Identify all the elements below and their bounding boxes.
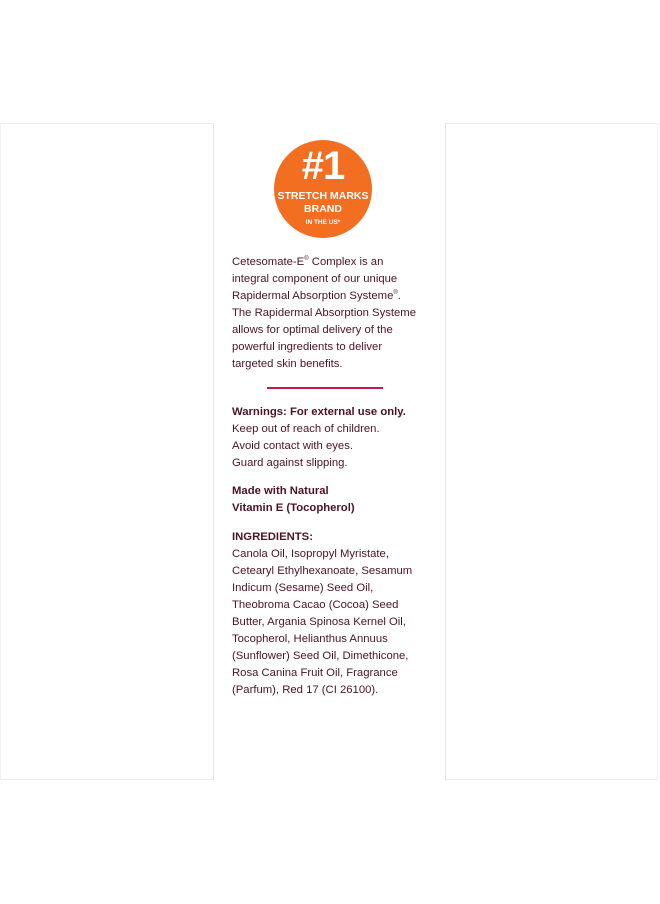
intro-line: powerful ingredients to deliver: [232, 341, 383, 353]
intro-paragraph: [232, 254, 432, 373]
natural-line: Made with Natural: [232, 485, 329, 497]
natural-vitamin-e-note: [232, 483, 432, 517]
warnings-heading: Warnings: For external use only.: [232, 406, 406, 418]
intro-line: integral component of our unique: [232, 273, 398, 285]
ingredient-line: Rosa Canina Fruit Oil, Fragrance: [232, 667, 398, 679]
ingredient-line: Tocopherol, Helianthus Annuus: [232, 633, 388, 645]
badge-number: #1: [301, 144, 345, 188]
warning-line: Avoid contact with eyes.: [232, 440, 353, 452]
warning-line: Guard against slipping.: [232, 457, 348, 469]
warning-line: Keep out of reach of children.: [232, 423, 380, 435]
badge-line-stretch-marks: STRETCH MARKS: [277, 190, 369, 202]
ingredients-heading: INGREDIENTS:: [232, 531, 313, 543]
ingredients-section: [232, 529, 432, 699]
section-divider: [267, 387, 383, 389]
badge-line-in-the-us: IN THE US*: [305, 219, 341, 226]
intro-line: Rapidermal Absorption Systeme®.: [232, 290, 401, 302]
intro-line: allows for optimal delivery of the: [232, 324, 393, 336]
number-one-brand-badge: [274, 140, 372, 238]
ingredient-line: Canola Oil, Isopropyl Myristate,: [232, 548, 389, 560]
badge-line-brand: BRAND: [304, 203, 342, 215]
natural-line: Vitamin E (Tocopherol): [232, 502, 355, 514]
intro-line: The Rapidermal Absorption Systeme: [232, 307, 416, 319]
product-label-panel: [213, 123, 446, 780]
ingredient-line: (Parfum), Red 17 (CI 26100).: [232, 684, 379, 696]
ingredient-line: (Sunflower) Seed Oil, Dimethicone,: [232, 650, 409, 662]
intro-line: targeted skin benefits.: [232, 358, 343, 370]
ingredient-line: Theobroma Cacao (Cocoa) Seed: [232, 599, 399, 611]
intro-line: Cetesomate-E® Complex is an: [232, 256, 384, 268]
ingredient-line: Butter, Argania Spinosa Kernel Oil,: [232, 616, 406, 628]
ingredient-line: Indicum (Sesame) Seed Oil,: [232, 582, 374, 594]
warnings-section: [232, 404, 432, 472]
ingredient-line: Cetearyl Ethylhexanoate, Sesamum: [232, 565, 413, 577]
